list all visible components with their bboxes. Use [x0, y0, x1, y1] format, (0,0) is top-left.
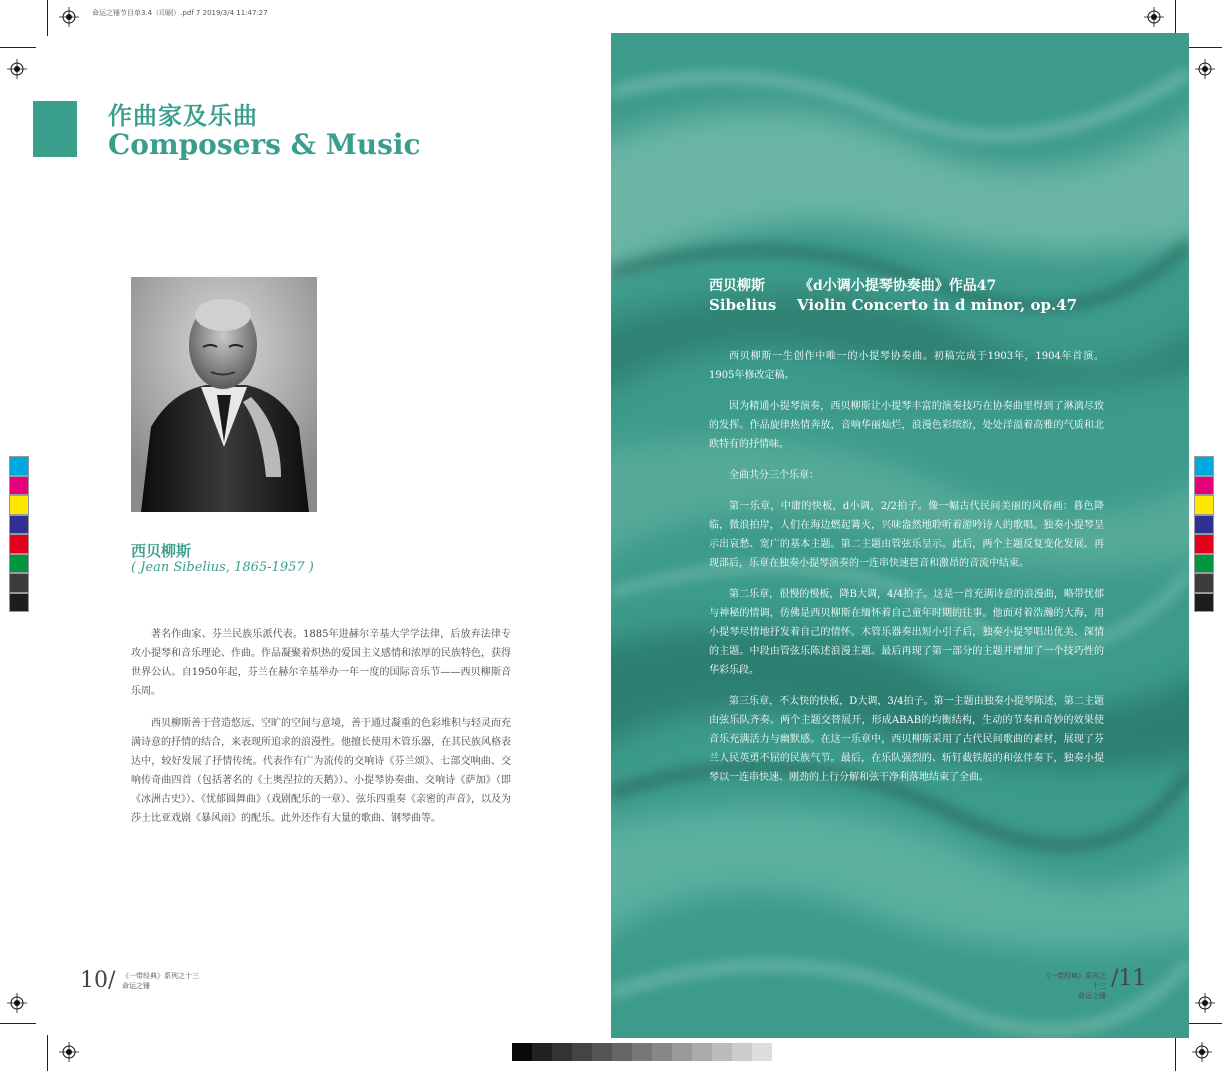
- section-title-en: Composers & Music: [108, 128, 421, 161]
- color-swatch: [1194, 534, 1214, 554]
- gray-swatch: [692, 1043, 712, 1061]
- color-swatch: [1194, 573, 1214, 593]
- gray-swatch: [752, 1043, 772, 1061]
- gray-swatch: [732, 1043, 752, 1061]
- color-swatch: [9, 554, 29, 574]
- crop-mark: [0, 1023, 36, 1024]
- bio-paragraph: 西贝柳斯善于营造悠远、空旷的空间与意境，善于通过凝重的色彩堆积与轻灵而充满诗意的抒情的结合，来表现所追求的浪漫性。他擅长使用木管乐器，在其民族风格表达中，较好发展了抒情传统。代表作有广为流传的交响诗《芬兰颂》、七部交响曲、交响传奇曲四首（包括著名的《土奥涅拉的天鹅》）、小提琴协奏曲、交响诗《萨加》（即《冰洲古史》）、《忧郁圆舞曲》（戏剧配乐的一章）、弦乐四重奏《亲密的声音》，以及为莎士比亚戏剧《暴风雨》的配乐。此外还作有大量的歌曲、钢琴曲等。: [131, 718, 511, 824]
- work-header-en: [709, 296, 1077, 314]
- color-swatch: [9, 534, 29, 554]
- footer-left-series: [122, 971, 199, 991]
- bio-paragraph: 著名作曲家、芬兰民族乐派代表。1885年进赫尔辛基大学学法律，后放弃法律专攻小提琴和音乐理论、作曲。作品凝聚着炽热的爱国主义感情和浓厚的民族特色，获得世界公认。自1950年起，芬兰在赫尔辛基举办一年一度的国际音乐节——西贝柳斯音乐周。: [131, 629, 511, 697]
- work-composer-cn: 西贝柳斯: [709, 278, 765, 294]
- crop-mark: [47, 0, 48, 36]
- footer-right-series: [1040, 971, 1106, 1001]
- footer-series-label: 《一带经典》系列之十三: [122, 972, 199, 980]
- color-swatch: [9, 476, 29, 496]
- color-swatch: [1194, 456, 1214, 476]
- color-calibration-bar: [9, 456, 29, 612]
- registration-mark-icon: [59, 7, 79, 27]
- crop-mark: [1186, 1023, 1222, 1024]
- section-title-cn: 作曲家及乐曲: [108, 101, 258, 130]
- gray-calibration-bar: [512, 1043, 772, 1061]
- color-swatch: [1194, 554, 1214, 574]
- registration-mark-icon: [1144, 7, 1164, 27]
- work-paragraph: 第一乐章，中庸的快板，d小调，2/2拍子。像一幅古代民间美丽的风俗画：暮色降临，微浪拍岸，人们在海边燃起篝火，兴味盎然地聆听着游吟诗人的歌唱。独奏小提琴呈示出哀愁、宽广的基本主题。第二主题由管弦乐呈示。此后，两个主题反复变化发展。再现部后，乐章在独奏小提琴演奏的一连串快速琶音和激昂的音流中结束。: [709, 501, 1104, 569]
- color-swatch: [9, 573, 29, 593]
- color-swatch: [1194, 476, 1214, 496]
- gray-swatch: [672, 1043, 692, 1061]
- gray-swatch: [532, 1043, 552, 1061]
- composer-portrait: [131, 277, 317, 512]
- color-swatch: [9, 456, 29, 476]
- registration-mark-icon: [7, 993, 27, 1013]
- gray-swatch: [572, 1043, 592, 1061]
- color-swatch: [9, 593, 29, 613]
- gray-swatch: [592, 1043, 612, 1061]
- work-title-cn: 《d小调小提琴协奏曲》作品47: [799, 278, 997, 294]
- page-number-right: /11: [1111, 966, 1147, 991]
- footer-series-label: 《一带经典》系列之十三: [1043, 972, 1106, 990]
- work-paragraph: 第二乐章，很慢的慢板，降B大调，4/4拍子。这是一首充满诗意的浪漫曲，略带忧郁与神秘的情调，仿佛是西贝柳斯在缅怀着自己童年时期的往事。他面对着浩瀚的大海，用小提琴尽情地抒发着自己的情怀。木管乐器奏出短小引子后，独奏小提琴唱出优美、深情的主题。中段由管弦乐陈述浪漫主题。最后再现了第一部分的主题并增加了一个技巧性的华彩乐段。: [709, 589, 1104, 676]
- composer-name-cn: 西贝柳斯: [131, 542, 192, 560]
- crop-mark: [0, 47, 36, 48]
- work-composer-en: Sibelius: [709, 296, 777, 314]
- footer-title-label: 命运之锤: [1078, 992, 1106, 1000]
- crop-mark: [1175, 0, 1176, 36]
- color-swatch: [9, 515, 29, 535]
- crop-mark: [47, 1035, 48, 1071]
- composer-name-en: ( Jean Sibelius, 1865-1957 ): [131, 560, 314, 575]
- registration-mark-icon: [7, 59, 27, 79]
- color-swatch: [9, 495, 29, 515]
- gray-swatch: [652, 1043, 672, 1061]
- crop-mark: [1175, 1035, 1176, 1071]
- gray-swatch: [632, 1043, 652, 1061]
- crop-mark: [1186, 47, 1222, 48]
- work-title-en: Violin Concerto in d minor, op.47: [797, 296, 1078, 314]
- title-accent-block: [33, 101, 77, 157]
- footer-title-label: 命运之锤: [122, 982, 150, 990]
- work-paragraph: 西贝柳斯一生创作中唯一的小提琴协奏曲。初稿完成于1903年，1904年首演。1905年修改定稿。: [709, 351, 1104, 381]
- color-swatch: [1194, 515, 1214, 535]
- registration-mark-icon: [59, 1042, 79, 1062]
- file-info: 命运之锤节目单3.4（印刷）.pdf 7 2019/3/4 11:47:27: [92, 9, 268, 17]
- work-paragraph: 第三乐章，不太快的快板，D大调，3/4拍子。第一主题由独奏小提琴陈述，第二主题由弦乐队齐奏。两个主题交替展开，形成ABAB的均衡结构，生动的节奏和奇妙的效果使音乐充满活力与幽默感。在这一乐章中，西贝柳斯采用了古代民间歌曲的素材，展现了芬兰人民英勇不屈的民族气节。最后，在乐队强烈的、斩钉截铁般的和弦伴奏下，独奏小提琴以一连串快速、刚劲的上行分解和弦干净利落地结束了全曲。: [709, 696, 1104, 783]
- registration-mark-icon: [1192, 1042, 1212, 1062]
- work-header-cn: [709, 275, 996, 295]
- registration-mark-icon: [1195, 993, 1215, 1013]
- color-calibration-bar: [1194, 456, 1214, 612]
- composer-biography: [131, 625, 511, 841]
- work-paragraph: 全曲共分三个乐章：: [729, 470, 819, 481]
- color-swatch: [1194, 495, 1214, 515]
- gray-swatch: [512, 1043, 532, 1061]
- work-paragraph: 因为精通小提琴演奏，西贝柳斯让小提琴丰富的演奏技巧在协奏曲里得到了淋漓尽致的发挥。作品旋律热情奔放，音响华丽灿烂，浪漫色彩缤纷，处处洋溢着高雅的气质和北欧特有的抒情味。: [709, 401, 1104, 450]
- page-number-left: 10/: [80, 968, 116, 993]
- work-description: [709, 347, 1104, 799]
- gray-swatch: [712, 1043, 732, 1061]
- gray-swatch: [552, 1043, 572, 1061]
- color-swatch: [1194, 593, 1214, 613]
- registration-mark-icon: [1195, 59, 1215, 79]
- gray-swatch: [612, 1043, 632, 1061]
